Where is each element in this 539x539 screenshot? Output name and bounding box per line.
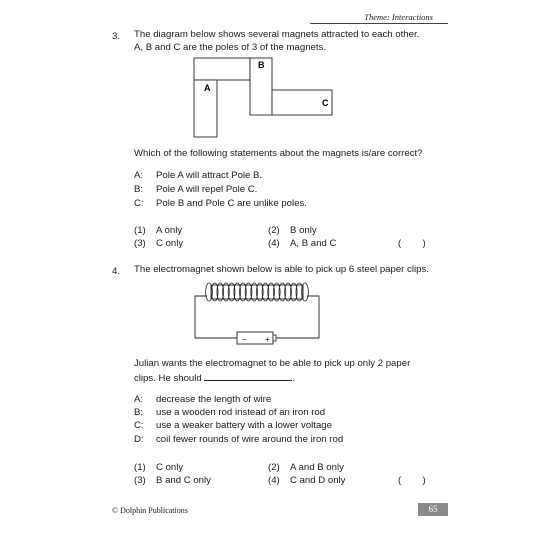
question-4-line-3-period: . (292, 373, 296, 384)
option-number: (3) (134, 475, 146, 486)
battery-terminal (273, 335, 276, 341)
statement-text: use a wooden rod instead of an iron rod (156, 407, 326, 418)
option-text: A, B and C (290, 238, 337, 249)
answer-bracket[interactable]: ( ) (398, 238, 426, 249)
statement-key: A: (134, 394, 144, 405)
theme-header: Theme: Interactions (364, 12, 433, 22)
statement-text: Pole B and Pole C are unlike poles. (156, 198, 307, 209)
question-4-number: 4. (112, 266, 121, 277)
pole-label-a: A (204, 83, 211, 93)
option-text: A and B only (290, 462, 344, 473)
question-3-line-2: A, B and C are the poles of 3 of the magnets. (134, 42, 326, 53)
option-text: C only (156, 462, 184, 473)
statement-key: B: (134, 407, 144, 418)
circuit-wire-left (195, 296, 237, 338)
question-3-line-1: The diagram below shows several magnets attracted to each other. (134, 29, 420, 40)
option-number: (1) (134, 225, 146, 236)
question-4-line-1: The electromagnet shown below is able to pick up 6 steel paper clips. (134, 264, 429, 275)
answer-bracket[interactable]: ( ) (398, 475, 426, 486)
option-number: (4) (268, 475, 280, 486)
option-text: B only (290, 225, 317, 236)
battery-plus-sign: + (265, 335, 270, 344)
statement-text: Pole A will repel Pole C. (156, 184, 258, 195)
option-number: (2) (268, 225, 280, 236)
option-number: (1) (134, 462, 146, 473)
publisher-footer: © Dolphin Publications (112, 506, 188, 515)
option-text: C and D only (290, 475, 346, 486)
header-rule (310, 23, 448, 24)
magnet-horizontal-top (194, 58, 250, 80)
statement-text: decrease the length of wire (156, 394, 272, 405)
option-number: (2) (268, 462, 280, 473)
question-4-line-3-text: clips. He should (134, 373, 202, 384)
statement-text: use a weaker battery with a lower voltage (156, 420, 332, 431)
option-text: C only (156, 238, 184, 249)
circuit-wire-right (275, 296, 319, 338)
question-3-prompt: Which of the following statements about the magnets is/are correct? (134, 148, 423, 159)
pole-label-b: B (258, 60, 265, 70)
answer-blank[interactable] (204, 371, 292, 381)
battery-minus-sign: − (242, 335, 247, 344)
option-number: (4) (268, 238, 280, 249)
page-number: 65 (418, 503, 448, 516)
question-4-line-2: Julian wants the electromagnet to be able to pick up only 2 paper (134, 358, 411, 369)
statement-text: Pole A will attract Pole B. (156, 170, 263, 181)
option-text: B and C only (156, 475, 211, 486)
question-4-line-3 (134, 371, 295, 386)
pole-label-c: C (322, 98, 329, 108)
electromagnet-diagram (193, 278, 325, 348)
statement-text: coil fewer rounds of wire around the iron rod (156, 434, 344, 445)
option-number: (3) (134, 238, 146, 249)
question-3-number: 3. (112, 31, 121, 42)
statement-key: B: (134, 184, 144, 195)
statement-key: A: (134, 170, 144, 181)
statement-key: D: (134, 434, 144, 445)
option-text: A only (156, 225, 183, 236)
statement-key: C: (134, 420, 144, 431)
magnets-diagram (190, 55, 335, 140)
statement-key: C: (134, 198, 144, 209)
